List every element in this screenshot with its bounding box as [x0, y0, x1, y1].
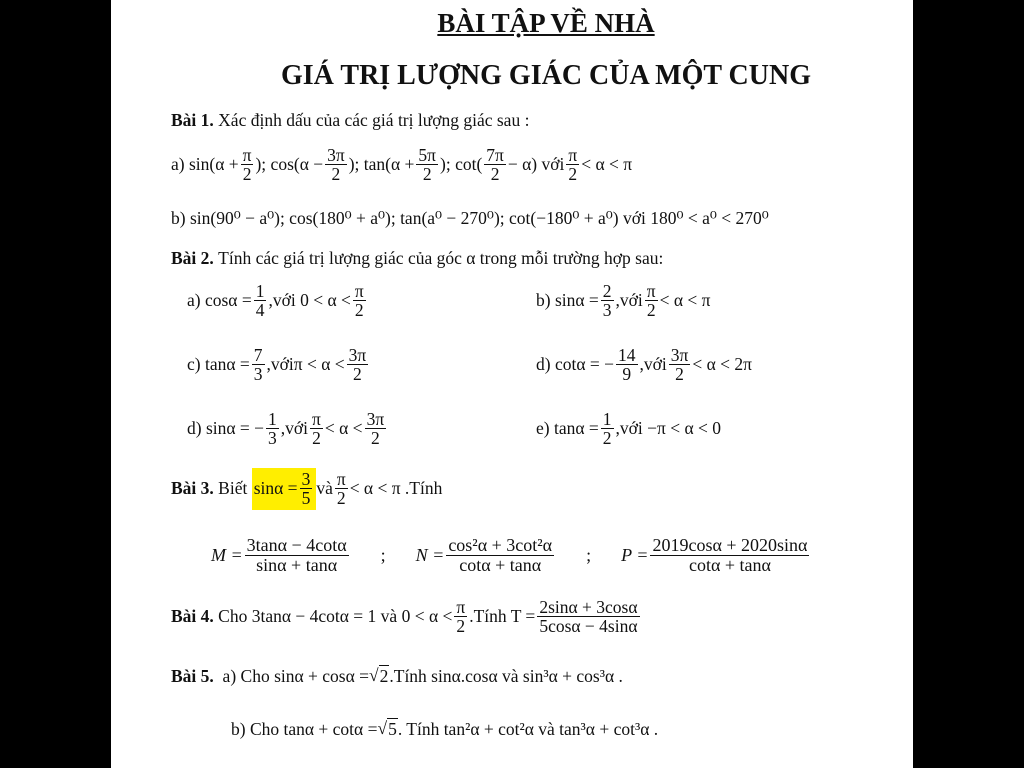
- denominator: 2: [353, 364, 362, 385]
- fraction-M: [245, 536, 349, 575]
- text: N =: [415, 544, 445, 565]
- denominator: cotα + tanα: [688, 554, 771, 575]
- exercise-3-label: Bài 3.: [171, 478, 214, 499]
- exercise-5a: [171, 665, 623, 687]
- numerator: 1: [268, 409, 277, 429]
- text: a) sin(α +: [171, 154, 239, 175]
- text: và: [316, 478, 333, 499]
- numerator: π: [336, 469, 346, 489]
- numerator: π: [242, 145, 252, 165]
- numerator: 3π: [670, 345, 689, 365]
- denominator: 2: [242, 164, 252, 185]
- denominator: 2: [331, 164, 341, 185]
- fraction: [353, 282, 366, 320]
- numerator: 1: [255, 281, 265, 301]
- exercise-1-heading: [171, 110, 529, 131]
- exercise-1-text: Xác định dấu của các giá trị lượng giác sau :: [218, 110, 530, 130]
- fraction: [616, 346, 638, 384]
- numerator: 14: [618, 345, 636, 365]
- denominator: cotα + tanα: [459, 554, 542, 575]
- exercise-4: [171, 598, 642, 636]
- exercise-1-label: Bài 1.: [171, 110, 214, 130]
- numerator: 5π: [418, 145, 436, 165]
- numerator: 3π: [348, 345, 367, 365]
- text: e) tanα =: [536, 418, 599, 439]
- document-page: [111, 0, 913, 768]
- numerator: 2sinα + 3cosα: [539, 597, 638, 617]
- exercise-2e: [536, 410, 721, 448]
- text: d) sinα = −: [187, 418, 265, 439]
- text: Cho 3tanα − 4cotα = 1 và 0 < α <: [218, 606, 453, 627]
- exercise-4-label: Bài 4.: [171, 606, 214, 627]
- text: < α <: [324, 418, 363, 439]
- fraction: [325, 146, 347, 184]
- fraction: [669, 346, 691, 384]
- text: − α) với: [507, 154, 565, 175]
- separator: ;: [586, 544, 592, 565]
- text: .Tính T =: [469, 606, 536, 627]
- exercise-2b: [536, 282, 711, 320]
- separator: ;: [380, 544, 386, 565]
- text: ); cot(: [440, 154, 483, 175]
- text: ,với −π < α < 0: [615, 418, 721, 439]
- fraction: [365, 410, 387, 448]
- text: a) Cho sinα + cosα =: [222, 665, 370, 686]
- text: < α < π: [581, 154, 633, 175]
- exercise-5b: [231, 718, 658, 740]
- denominator: 2: [568, 164, 578, 185]
- text: b) Cho tanα + cotα =: [231, 718, 378, 739]
- text: < α < π .Tính: [349, 478, 443, 499]
- text: < α < 2π: [692, 354, 752, 375]
- denominator: 5: [301, 488, 311, 509]
- fraction: [645, 282, 658, 320]
- denominator: 2: [354, 300, 364, 321]
- denominator: 2: [675, 364, 684, 385]
- sqrt: √ 5: [377, 718, 397, 739]
- numerator: cos²α + 3cot²α: [448, 535, 553, 555]
- numerator: π: [456, 597, 466, 617]
- numerator: 7: [253, 345, 263, 365]
- text: c) tanα =: [187, 354, 250, 375]
- denominator: 2: [370, 428, 380, 449]
- fraction: [416, 146, 438, 184]
- text: ,với: [615, 290, 643, 311]
- fraction: [335, 470, 348, 508]
- text: . Tính tan²α + cot²α và tan³α + cot³α .: [397, 718, 659, 739]
- denominator: 3: [253, 364, 263, 385]
- exercise-2d-cot: [536, 346, 752, 384]
- numerator: π: [646, 281, 656, 301]
- numerator: 3: [301, 469, 311, 489]
- radicand: 2: [379, 666, 389, 686]
- exercise-2-text: Tính các giá trị lượng giác của góc α trong mỗi trường hợp sau:: [218, 248, 664, 268]
- numerator: π: [568, 145, 578, 165]
- text: ,vớiπ < α <: [266, 354, 345, 375]
- title-homework: BÀI TẬP VỀ NHÀ: [437, 8, 655, 38]
- text: < α < π: [659, 290, 711, 311]
- denominator: 2: [456, 616, 466, 637]
- exercise-3-heading: [171, 468, 442, 510]
- numerator: π: [312, 409, 321, 429]
- text: d) cotα = −: [536, 354, 614, 375]
- numerator: 2019cosα + 2020sinα: [652, 535, 808, 555]
- text: ); tan(α +: [348, 154, 415, 175]
- exercise-2-heading: [171, 248, 663, 269]
- fraction: [566, 146, 579, 184]
- numerator: 2: [602, 281, 612, 301]
- text: ,với 0 < α <: [268, 290, 351, 311]
- exercise-1a: [171, 146, 632, 184]
- fraction: [454, 598, 467, 636]
- text: a) cosα =: [187, 290, 252, 311]
- fraction: [601, 410, 614, 448]
- radicand: 5: [388, 719, 397, 739]
- fraction: [310, 410, 323, 448]
- exercise-2a: [187, 282, 368, 320]
- text: sinα =: [253, 478, 298, 499]
- numerator: π: [354, 281, 364, 301]
- text: M =: [211, 544, 243, 565]
- denominator: 3: [268, 428, 277, 449]
- exercise-2-label: Bài 2.: [171, 248, 214, 268]
- fraction: [601, 282, 614, 320]
- text: b) sinα =: [536, 290, 599, 311]
- exercise-2d-sin: [187, 410, 388, 448]
- exercise-2c: [187, 346, 370, 384]
- fraction: [300, 470, 313, 508]
- fraction: [484, 146, 506, 184]
- fraction: [241, 146, 254, 184]
- denominator: sinα + tanα: [256, 554, 338, 575]
- denominator: 2: [312, 428, 321, 449]
- denominator: 3: [602, 300, 612, 321]
- fraction: [252, 346, 265, 384]
- text: ); cos(α −: [255, 154, 324, 175]
- fraction: [266, 410, 279, 448]
- exercise-3-expressions: [211, 536, 811, 575]
- exercise-1b: b) sin(90⁰ − a⁰); cos(180⁰ + a⁰); tan(a⁰ − 270⁰); cot(−180⁰ + a⁰) với 180⁰ < a⁰ < 270⁰: [171, 208, 769, 228]
- text: P =: [621, 544, 649, 565]
- fraction: [347, 346, 369, 384]
- highlighted-given: [252, 468, 317, 510]
- numerator: 3tanα − 4cotα: [246, 535, 347, 555]
- denominator: 2: [336, 488, 346, 509]
- fraction: [254, 282, 267, 320]
- numerator: 3π: [327, 145, 345, 165]
- text: Biết: [218, 478, 248, 499]
- text: ,với: [280, 418, 309, 439]
- fraction-N: [446, 536, 554, 575]
- denominator: 2: [422, 164, 432, 185]
- denominator: 4: [255, 300, 265, 321]
- sqrt: √ 2: [369, 665, 389, 686]
- exercise-5-label: Bài 5.: [171, 665, 214, 686]
- text: ,với: [639, 354, 667, 375]
- denominator: 2: [602, 428, 612, 449]
- denominator: 2: [646, 300, 656, 321]
- numerator: 3π: [366, 409, 385, 429]
- denominator: 9: [622, 364, 632, 385]
- denominator: 5cosα − 4sinα: [539, 616, 638, 637]
- fraction-P: [650, 536, 809, 575]
- denominator: 2: [490, 164, 500, 185]
- title-topic: GIÁ TRỊ LƯỢNG GIÁC CỦA MỘT CUNG: [281, 60, 811, 91]
- numerator: 7π: [486, 145, 504, 165]
- numerator: 1: [602, 409, 612, 429]
- text: .Tính sinα.cosα và sin³α + cos³α .: [389, 665, 623, 686]
- fraction-T: [537, 598, 639, 636]
